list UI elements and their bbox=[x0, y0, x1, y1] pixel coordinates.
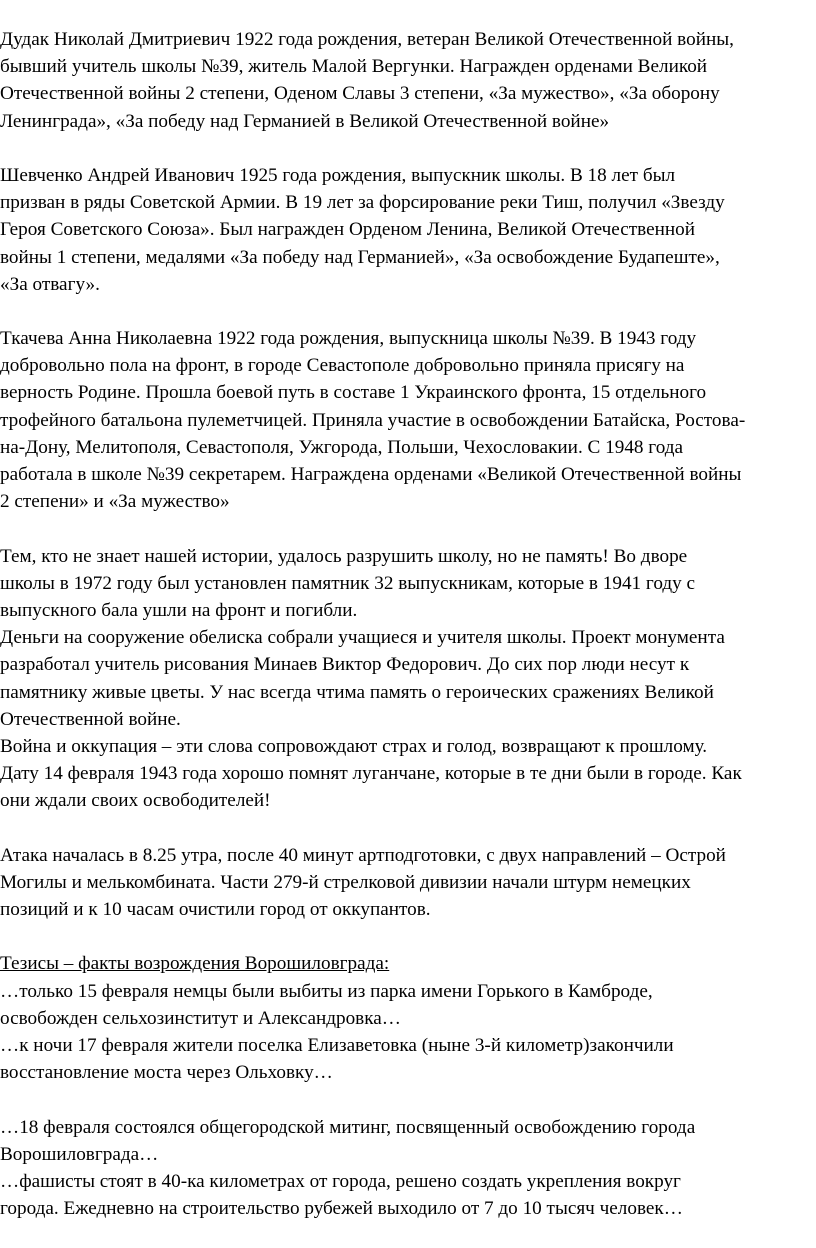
paragraph-tkacheva bbox=[0, 325, 816, 515]
text-line: они ждали своих освободителей! bbox=[0, 790, 271, 812]
text-line: …18 февраля состоялся общегородской митинг, посвященный освобождению города bbox=[0, 1116, 696, 1138]
paragraph-spacer bbox=[0, 515, 816, 542]
text-line: …фашисты стоят в 40-ка километрах от города, решено создать укрепления вокруг bbox=[0, 1170, 681, 1192]
text-line: восстановление моста через Ольховку… bbox=[0, 1062, 333, 1084]
text-line: Отечественной войны 2 степени, Оденом Славы 3 степени, «За мужество», «За оборону bbox=[0, 83, 720, 105]
text-line: памятнику живые цветы. У нас всегда чтима память о героических сражениях Великой bbox=[0, 681, 714, 703]
text-line: Дату 14 февраля 1943 года хорошо помнят луганчане, которые в те дни были в городе. Как bbox=[0, 763, 742, 785]
text-line: войны 1 степени, медалями «За победу над Германией», «За освобождение Будапеште», bbox=[0, 246, 720, 268]
paragraph-spacer bbox=[0, 1086, 816, 1113]
document-page bbox=[0, 26, 816, 1222]
text-line: 2 степени» и «За мужество» bbox=[0, 491, 230, 513]
theses-section bbox=[0, 950, 816, 1222]
text-line: …только 15 февраля немцы были выбиты из парка имени Горького в Камброде, bbox=[0, 980, 653, 1002]
text-line: на-Дону, Мелитополя, Севастополя, Ужгорода, Польши, Чехословакии. С 1948 года bbox=[0, 436, 684, 458]
text-line: Ленинграда», «За победу над Германией в Великой Отечественной войне» bbox=[0, 110, 610, 132]
text-line: школы в 1972 году был установлен памятник 32 выпускникам, которые в 1941 году с bbox=[0, 572, 696, 594]
text-line: позиций и к 10 часам очистили город от оккупантов. bbox=[0, 899, 431, 920]
text-line: Атака началась в 8.25 утра, после 40 минут артподготовки, с двух направлений – Острой bbox=[0, 844, 726, 866]
text-line: Ткачева Анна Николаевна 1922 года рождения, выпускница школы №39. В 1943 году bbox=[0, 328, 697, 350]
paragraph-memorial bbox=[0, 543, 816, 815]
text-line: освобожден сельхозинститут и Александровка… bbox=[0, 1007, 401, 1029]
text-line: Героя Советского Союза». Был награжден Орденом Ленина, Великой Отечественной bbox=[0, 219, 696, 241]
text-line: выпускного бала ушли на фронт и погибли. bbox=[0, 599, 358, 621]
theses-heading: Тезисы – факты возрождения Ворошиловграда: bbox=[0, 953, 390, 975]
text-line: города. Ежедневно на строительство рубежей выходило от 7 до 10 тысяч человек… bbox=[0, 1198, 683, 1220]
paragraph-spacer bbox=[0, 298, 816, 325]
text-line: «За отвагу». bbox=[0, 273, 100, 295]
text-line: Отечественной войне. bbox=[0, 708, 181, 730]
text-line: Война и оккупация – эти слова сопровождают страх и голод, возвращают к прошлому. bbox=[0, 735, 708, 757]
text-line: работала в школе №39 секретарем. Награждена орденами «Великой Отечественной войны bbox=[0, 464, 742, 485]
text-line: верность Родине. Прошла боевой путь в составе 1 Украинского фронта, 15 отдельного bbox=[0, 382, 707, 404]
paragraph-shevchenko bbox=[0, 162, 816, 298]
paragraph-dudak bbox=[0, 26, 816, 135]
text-line: бывший учитель школы №39, житель Малой Вергунки. Награжден орденами Великой bbox=[0, 56, 708, 78]
text-line: …к ночи 17 февраля жители поселка Елизаветовка (ныне 3-й километр)закончили bbox=[0, 1034, 674, 1056]
paragraph-attack bbox=[0, 842, 816, 924]
text-line: трофейного батальона пулеметчицей. Приняла участие в освобождении Батайска, Ростова- bbox=[0, 409, 746, 431]
text-line: призван в ряды Советской Армии. В 19 лет за форсирование реки Тиш, получил «Звезду bbox=[0, 192, 725, 214]
paragraph-spacer bbox=[0, 135, 816, 162]
paragraph-spacer bbox=[0, 814, 816, 841]
text-line: Могилы и мелькомбината. Части 279-й стрелковой дивизии начали штурм немецких bbox=[0, 871, 691, 893]
text-line: добровольно пола на фронт, в городе Севастополе добровольно приняла присягу на bbox=[0, 355, 685, 377]
text-line: Деньги на сооружение обелиска собрали учащиеся и учителя школы. Проект монумента bbox=[0, 627, 725, 649]
text-line: разработал учитель рисования Минаев Виктор Федорович. До сих пор люди несут к bbox=[0, 654, 690, 676]
paragraph-spacer bbox=[0, 923, 816, 950]
text-line: Тем, кто не знает нашей истории, удалось разрушить школу, но не память! Во дворе bbox=[0, 545, 688, 567]
text-line: Дудак Николай Дмитриевич 1922 года рождения, ветеран Великой Отечественной войны, bbox=[0, 29, 734, 50]
text-line: Шевченко Андрей Иванович 1925 года рождения, выпускник школы. В 18 лет был bbox=[0, 164, 676, 186]
text-line: Ворошиловграда… bbox=[0, 1143, 159, 1165]
